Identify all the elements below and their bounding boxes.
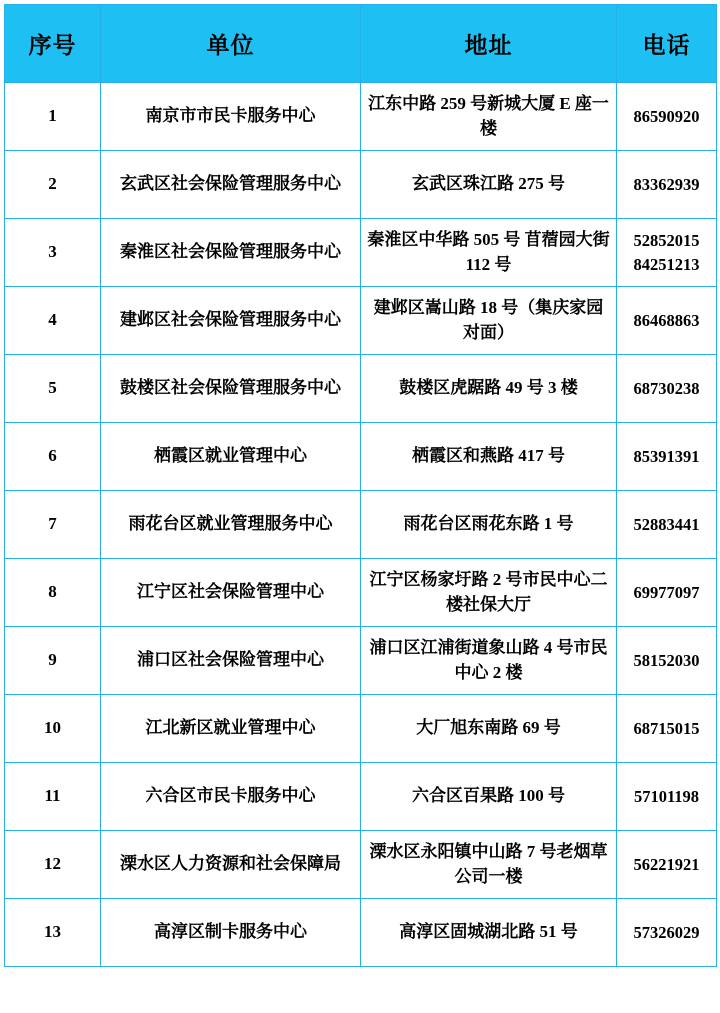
table-row [5, 627, 717, 695]
table-row [5, 219, 717, 287]
cell-phone [617, 151, 717, 219]
cell-phone [617, 559, 717, 627]
cell-unit: 秦淮区社会保险管理服务中心 [101, 219, 361, 287]
table-row [5, 899, 717, 967]
cell-unit: 栖霞区就业管理中心 [101, 423, 361, 491]
cell-phone [617, 83, 717, 151]
cell-address: 六合区百果路 100 号 [361, 763, 617, 831]
table-row [5, 423, 717, 491]
phone-primary: 68715015 [633, 718, 700, 738]
cell-address: 高淳区固城湖北路 51 号 [361, 899, 617, 967]
cell-address: 雨花台区雨花东路 1 号 [361, 491, 617, 559]
cell-unit: 雨花台区就业管理服务中心 [101, 491, 361, 559]
cell-address: 秦淮区中华路 505 号 苜蓿园大街 112 号 [361, 219, 617, 287]
cell-no: 4 [5, 287, 101, 355]
table-row [5, 287, 717, 355]
cell-no: 8 [5, 559, 101, 627]
cell-address: 大厂旭东南路 69 号 [361, 695, 617, 763]
cell-no: 12 [5, 831, 101, 899]
cell-address: 玄武区珠江路 275 号 [361, 151, 617, 219]
table-header [5, 5, 717, 83]
cell-address: 江宁区杨家圩路 2 号市民中心二楼社保大厅 [361, 559, 617, 627]
column-header-address: 地址 [361, 5, 617, 83]
cell-address: 溧水区永阳镇中山路 7 号老烟草公司一楼 [361, 831, 617, 899]
cell-unit: 江宁区社会保险管理中心 [101, 559, 361, 627]
cell-no: 9 [5, 627, 101, 695]
phone-primary: 69977097 [633, 582, 700, 602]
cell-phone [617, 763, 717, 831]
phone-primary: 52883441 [633, 514, 700, 534]
cell-no: 1 [5, 83, 101, 151]
cell-no: 13 [5, 899, 101, 967]
table-row [5, 355, 717, 423]
cell-no: 6 [5, 423, 101, 491]
cell-phone [617, 491, 717, 559]
column-header-no: 序号 [5, 5, 101, 83]
cell-unit: 六合区市民卡服务中心 [101, 763, 361, 831]
table-row [5, 695, 717, 763]
cell-phone [617, 695, 717, 763]
phone-secondary: 84251213 [633, 254, 700, 274]
cell-unit: 浦口区社会保险管理中心 [101, 627, 361, 695]
phone-primary: 83362939 [633, 174, 700, 194]
cell-no: 7 [5, 491, 101, 559]
cell-phone [617, 831, 717, 899]
table-row [5, 763, 717, 831]
phone-primary: 57326029 [633, 922, 700, 942]
column-header-phone: 电话 [617, 5, 717, 83]
phone-primary: 57101198 [633, 786, 700, 806]
phone-primary: 85391391 [633, 446, 700, 466]
table-row [5, 831, 717, 899]
column-header-unit: 单位 [101, 5, 361, 83]
table-row [5, 151, 717, 219]
service-center-contact-table [4, 4, 717, 967]
cell-unit: 南京市市民卡服务中心 [101, 83, 361, 151]
cell-no: 2 [5, 151, 101, 219]
phone-primary: 52852015 [633, 231, 700, 251]
cell-no: 10 [5, 695, 101, 763]
cell-no: 3 [5, 219, 101, 287]
cell-unit: 玄武区社会保险管理服务中心 [101, 151, 361, 219]
table-body [5, 83, 717, 967]
cell-address: 浦口区江浦街道象山路 4 号市民中心 2 楼 [361, 627, 617, 695]
cell-phone [617, 219, 717, 287]
cell-address: 鼓楼区虎踞路 49 号 3 楼 [361, 355, 617, 423]
cell-unit: 鼓楼区社会保险管理服务中心 [101, 355, 361, 423]
cell-no: 11 [5, 763, 101, 831]
cell-address: 江东中路 259 号新城大厦 E 座一楼 [361, 83, 617, 151]
cell-phone [617, 287, 717, 355]
table-header-row [5, 5, 717, 83]
cell-no: 5 [5, 355, 101, 423]
phone-primary: 86590920 [633, 106, 700, 126]
cell-address: 建邺区嵩山路 18 号（集庆家园对面） [361, 287, 617, 355]
table-row [5, 83, 717, 151]
cell-unit: 溧水区人力资源和社会保障局 [101, 831, 361, 899]
cell-unit: 建邺区社会保险管理服务中心 [101, 287, 361, 355]
phone-primary: 58152030 [633, 650, 700, 670]
cell-phone [617, 899, 717, 967]
phone-primary: 68730238 [633, 378, 700, 398]
cell-phone [617, 355, 717, 423]
phone-primary: 86468863 [633, 310, 700, 330]
cell-unit: 高淳区制卡服务中心 [101, 899, 361, 967]
cell-address: 栖霞区和燕路 417 号 [361, 423, 617, 491]
cell-unit: 江北新区就业管理中心 [101, 695, 361, 763]
table-row [5, 491, 717, 559]
cell-phone [617, 423, 717, 491]
phone-primary: 56221921 [633, 854, 700, 874]
table-row [5, 559, 717, 627]
cell-phone [617, 627, 717, 695]
